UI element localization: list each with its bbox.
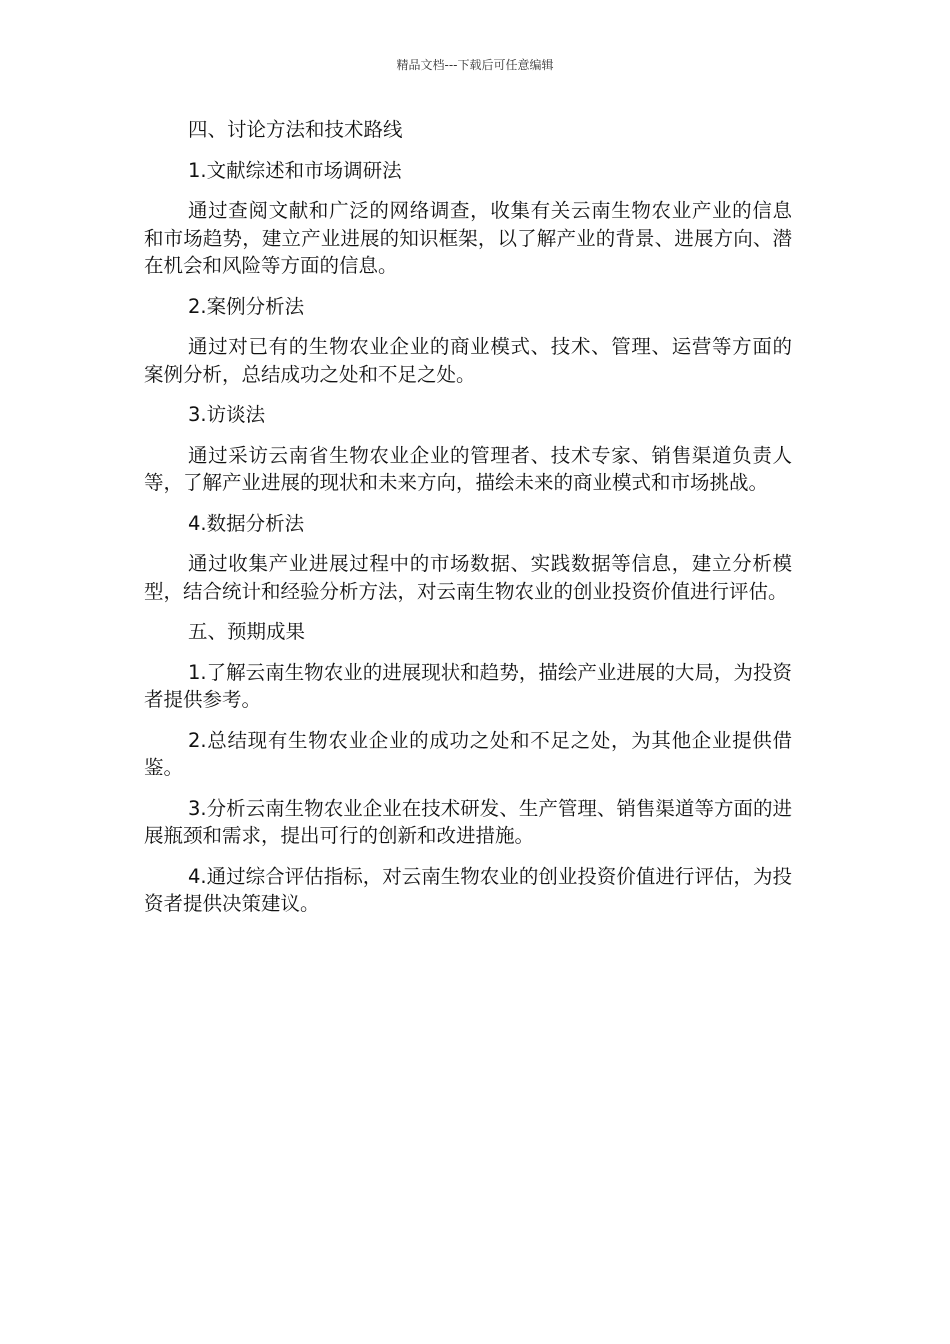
method-1-body: 通过查阅文献和广泛的网络调查，收集有关云南生物农业产业的信息和市场趋势，建立产业进展的知识框架，以了解产业的背景、进展方向、潜在机会和风险等方面的信息。 [144,199,792,277]
section-heading-methods: 四、讨论方法和技术路线 [188,118,403,141]
method-3-title: 3.访谈法 [188,403,266,426]
method-4-title: 4.数据分析法 [188,511,305,535]
method-1-title: 1.文献综述和市场调研法 [188,158,402,182]
result-1: 1.了解云南生物农业的进展现状和趋势，描绘产业进展的大局，为投资者提供参考。 [144,660,792,711]
document-body [144,116,792,931]
method-2-body: 通过对已有的生物农业企业的商业模式、技术、管理、运营等方面的案例分析，总结成功之处和不足之处。 [144,335,792,386]
section-heading-results: 五、预期成果 [188,620,306,643]
method-4-body: 通过收集产业进展过程中的市场数据、实践数据等信息，建立分析模型，结合统计和经验分析方法，对云南生物农业的创业投资价值进行评估。 [144,552,792,603]
method-3-body: 通过采访云南省生物农业企业的管理者、技术专家、销售渠道负责人等，了解产业进展的现状和未来方向，描绘未来的商业模式和市场挑战。 [144,443,792,494]
result-3: 3.分析云南生物农业企业在技术研发、生产管理、销售渠道等方面的进展瓶颈和需求，提出可行的创新和改进措施。 [144,796,792,847]
result-2: 2.总结现有生物农业企业的成功之处和不足之处，为其他企业提供借鉴。 [144,728,792,779]
result-4: 4.通过综合评估指标，对云南生物农业的创业投资价值进行评估，为投资者提供决策建议。 [144,864,792,915]
page-header: 精品文档---下载后可任意编辑 [396,58,554,72]
method-2-title: 2.案例分析法 [188,294,305,318]
